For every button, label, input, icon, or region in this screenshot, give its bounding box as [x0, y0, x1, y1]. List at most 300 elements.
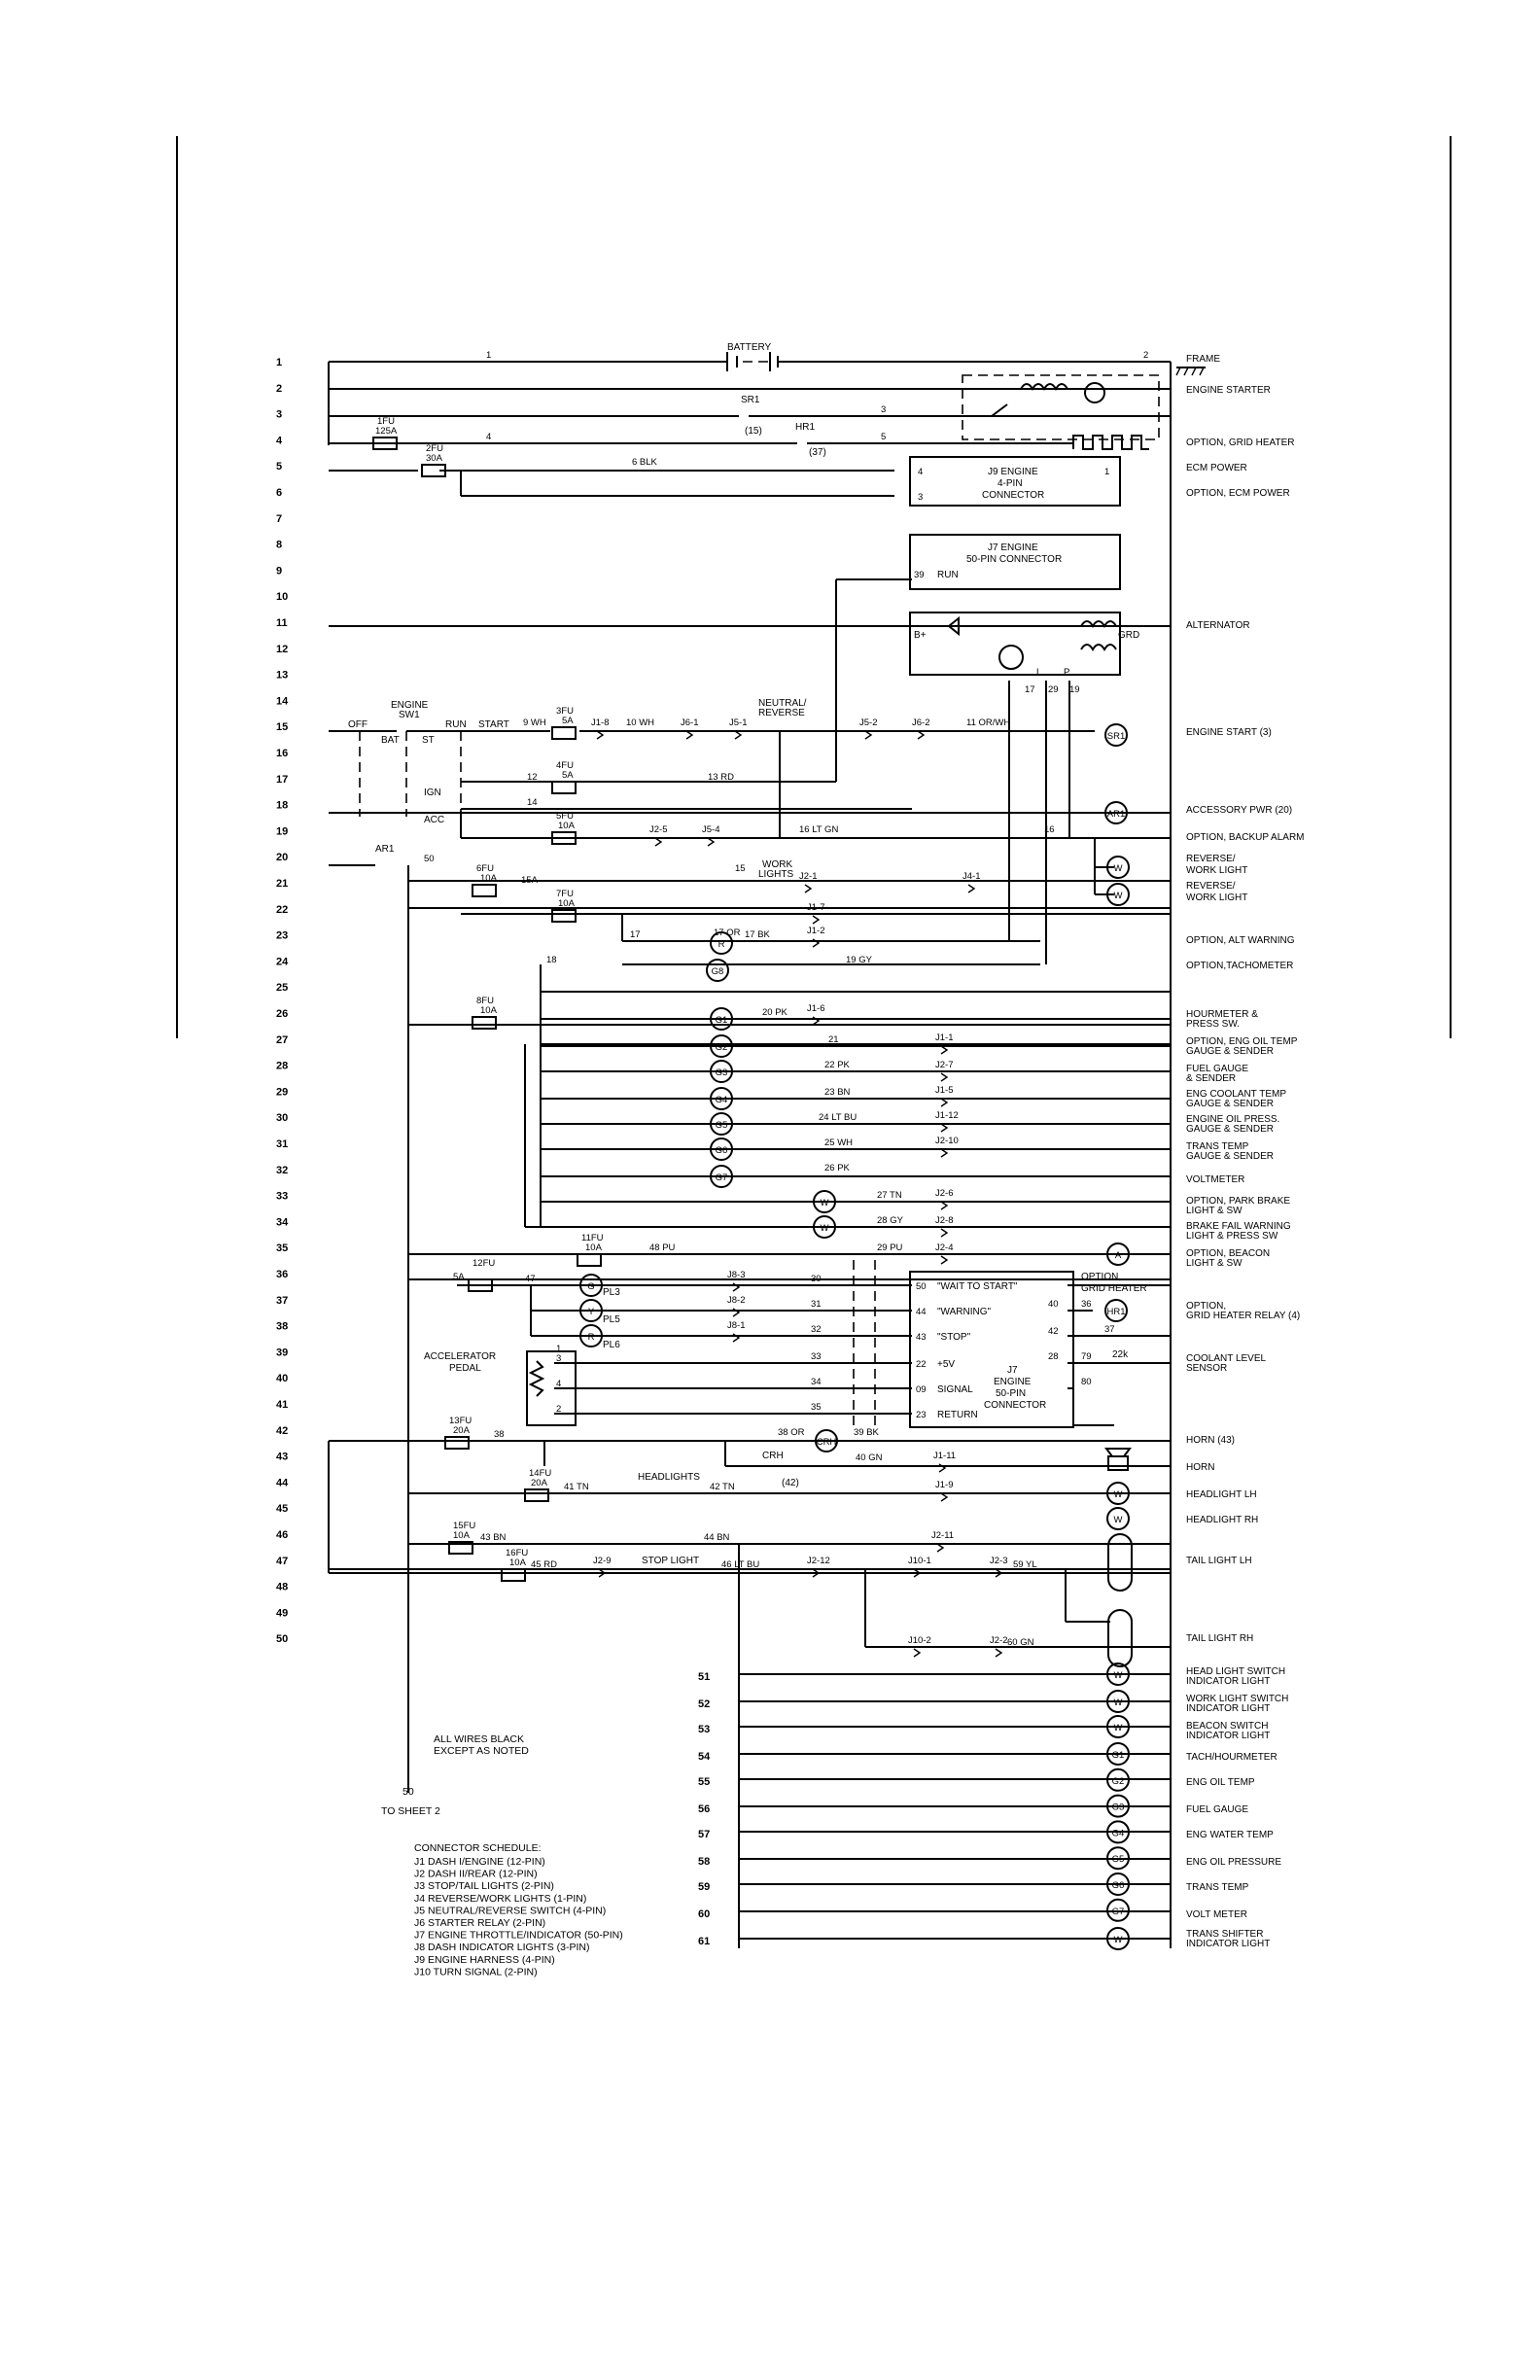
schedule-entry: J8 DASH INDICATOR LIGHTS (3-PIN) — [414, 1942, 590, 1954]
connector-label: J2-1 — [799, 871, 818, 882]
row-number: 38 — [276, 1320, 289, 1333]
wire-label: 47 — [525, 1274, 536, 1284]
signal-label: SIGNAL — [937, 1384, 973, 1395]
fuse-label: 1FU — [377, 416, 395, 427]
row-number: 52 — [698, 1698, 711, 1710]
relay-symbol-label: SR1 — [1106, 731, 1126, 742]
connector-symbol — [941, 1046, 947, 1054]
j7-line2: 50-PIN CONNECTOR — [966, 554, 1063, 565]
lamp-symbol-label: W — [1113, 1670, 1123, 1681]
wire-label: 16 LT GN — [799, 824, 839, 835]
to-sheet-label: TO SHEET 2 — [381, 1805, 440, 1817]
right-label: OPTION, ENG OIL TEMP — [1186, 1036, 1298, 1047]
headlights-label: HEADLIGHTS — [638, 1472, 700, 1483]
right-label: VOLT METER — [1186, 1909, 1247, 1920]
row-number: 48 — [276, 1581, 289, 1593]
right-label: ALTERNATOR — [1186, 620, 1250, 631]
row-number: 30 — [276, 1112, 289, 1125]
right-label: TRANS TEMP — [1186, 1141, 1249, 1152]
row-number: 45 — [276, 1503, 289, 1516]
fuse-symbol — [525, 1489, 548, 1501]
row-number: 49 — [276, 1607, 289, 1620]
row-number: 44 — [276, 1477, 289, 1489]
accel-label-1: ACCELERATOR — [424, 1351, 497, 1362]
row-number: 11 — [276, 617, 288, 629]
wire-label: 15 — [735, 863, 746, 874]
connector-label: J2-12 — [807, 1556, 830, 1566]
fuse-label: 3FU — [556, 706, 574, 717]
connector-symbol — [941, 1202, 947, 1209]
connector-label: J10-1 — [908, 1556, 931, 1566]
wire-label: 2 — [1143, 350, 1149, 361]
wire-label: 40 GN — [856, 1452, 883, 1463]
pin-label: 17 — [1025, 684, 1035, 695]
row-number: 29 — [276, 1086, 289, 1099]
wire-label: 42 TN — [710, 1482, 735, 1492]
row-number: 22 — [276, 903, 289, 916]
lamp-symbol-label: W — [1113, 1698, 1123, 1708]
right-label: FRAME — [1186, 354, 1220, 365]
schedule-entry: J2 DASH II/REAR (12-PIN) — [414, 1868, 538, 1880]
wire-label: 19 GY — [846, 955, 872, 965]
right-label: HOURMETER & — [1186, 1009, 1258, 1020]
right-label: ACCESSORY PWR (20) — [1186, 805, 1293, 816]
row-number: 24 — [276, 956, 289, 968]
grd-label: GRD — [1118, 630, 1140, 641]
fuse-symbol — [472, 885, 496, 896]
pin-label: 50 — [916, 1281, 927, 1292]
pin-label: L — [1036, 667, 1042, 678]
wire-label: 26 PK — [824, 1163, 850, 1173]
fuse-label: 10A — [558, 898, 575, 909]
connector-label: J2-8 — [935, 1215, 954, 1226]
connector-label: J5-4 — [702, 824, 720, 835]
schedule-entry: J1 DASH I/ENGINE (12-PIN) — [414, 1856, 545, 1868]
wire-label: 60 GN — [1007, 1637, 1034, 1648]
grid-heater-label-1: OPTION, — [1081, 1272, 1122, 1282]
fuse-label: 5FU — [556, 811, 574, 822]
fuse-label: 10A — [480, 873, 497, 884]
wire-label: 42 — [1048, 1326, 1059, 1337]
row-number: 60 — [698, 1908, 711, 1920]
right-label: REVERSE/ — [1186, 881, 1236, 892]
pin-label: 1 — [556, 1344, 562, 1354]
fuse-symbol — [552, 782, 576, 793]
wire-label: 40 — [1048, 1299, 1059, 1310]
fuse-label: 20A — [531, 1478, 547, 1488]
connector-label: J1-8 — [591, 718, 610, 728]
neutral-label-2: REVERSE — [758, 708, 805, 718]
wire-label: 17 OR — [714, 928, 741, 938]
wait-to-start-label: "WAIT TO START" — [937, 1281, 1018, 1292]
fuse-label: 16FU — [506, 1548, 529, 1558]
right-label: OPTION, — [1186, 1301, 1227, 1312]
relay-symbol-label: HR1 — [1106, 1307, 1126, 1317]
gauge-symbol-label: G5 — [715, 1120, 728, 1131]
accel-label-2: PEDAL — [449, 1363, 481, 1374]
row-number: 17 — [276, 773, 289, 786]
row-number: 1 — [276, 357, 283, 368]
right-label: GAUGE & SENDER — [1186, 1099, 1275, 1109]
connector-symbol — [918, 731, 924, 739]
fuse-symbol — [552, 910, 576, 922]
connector-label: J4-1 — [962, 871, 981, 882]
j7-line1: J7 ENGINE — [988, 542, 1038, 553]
lamp-symbol-label: R — [718, 939, 725, 950]
right-label: OPTION, ALT WARNING — [1186, 935, 1295, 946]
wire-label: 22 PK — [824, 1060, 850, 1070]
fuse-label: 10A — [558, 821, 575, 831]
fuse-label: 2FU — [426, 443, 443, 454]
schedule-entry: J5 NEUTRAL/REVERSE SWITCH (4-PIN) — [414, 1905, 607, 1917]
bus-lines — [329, 362, 1171, 1948]
gauge-symbol-label: G2 — [715, 1042, 728, 1053]
right-label: TAIL LIGHT RH — [1186, 1633, 1254, 1644]
wire-label: 43 BN — [480, 1532, 507, 1543]
wire-label: 1 — [486, 350, 492, 361]
pin-label: 09 — [916, 1384, 927, 1395]
lamp-symbol-label: W — [1113, 891, 1123, 901]
row-number: 47 — [276, 1555, 289, 1567]
right-label: HEADLIGHT RH — [1186, 1515, 1259, 1525]
connector-symbol — [941, 1229, 947, 1237]
right-label: REVERSE/ — [1186, 854, 1236, 864]
row-number: 33 — [276, 1190, 289, 1203]
connector-label: J1-9 — [935, 1480, 954, 1490]
lamp-symbol-label: G — [587, 1281, 595, 1292]
row-number: 27 — [276, 1033, 289, 1046]
right-label: OPTION, BACKUP ALARM — [1186, 832, 1305, 843]
wire-label: 33 — [811, 1351, 822, 1362]
connector-label: J8-2 — [727, 1295, 746, 1306]
fuse-label: 30A — [426, 453, 442, 464]
wire-label: 15A — [521, 875, 538, 886]
right-label: GAUGE & SENDER — [1186, 1124, 1275, 1135]
row-number: 23 — [276, 929, 289, 942]
connector-label: J2-3 — [990, 1556, 1008, 1566]
gauge-symbol-label: G1 — [1111, 1750, 1125, 1761]
connector-symbol — [937, 1544, 943, 1552]
connector-label: J2-7 — [935, 1060, 954, 1070]
connector-label: J1-1 — [935, 1032, 954, 1043]
row-number: 21 — [276, 878, 289, 890]
connector-label: J6-1 — [681, 718, 699, 728]
row-number: 20 — [276, 852, 289, 864]
sr1-label: SR1 — [741, 395, 760, 405]
wire-label: 11 OR/WH — [966, 718, 1011, 728]
wire-label: 45 RD — [531, 1559, 557, 1570]
row-number: 6 — [276, 487, 283, 499]
connector-label: J2-9 — [593, 1556, 612, 1566]
right-label: ENG COOLANT TEMP — [1186, 1089, 1286, 1100]
connector-schedule — [414, 1856, 623, 1978]
pin-label: 23 — [916, 1410, 927, 1420]
right-label: FUEL GAUGE — [1186, 1804, 1249, 1815]
pin-label: 2 — [556, 1404, 562, 1415]
fuse-symbol — [552, 727, 576, 739]
connector-symbol — [805, 885, 811, 892]
row-number: 13 — [276, 669, 289, 682]
pin-label: 44 — [916, 1307, 927, 1317]
tail-light-lh-lamp — [1108, 1534, 1132, 1591]
wire-label: 24 LT BU — [819, 1112, 858, 1123]
lamp-symbol-label: A — [1114, 1250, 1122, 1261]
right-label: ENG OIL TEMP — [1186, 1777, 1255, 1788]
right-label: HORN — [1186, 1462, 1215, 1473]
gauge-symbol-label: G4 — [715, 1095, 728, 1105]
fuse-symbol — [502, 1569, 525, 1581]
notes-block — [381, 1733, 542, 1854]
wire-label: 29 PU — [877, 1242, 903, 1253]
lamp-symbol-label: W — [1113, 1935, 1123, 1945]
pin-label: 4 — [918, 467, 924, 477]
gauge-symbol-label: G2 — [1111, 1775, 1125, 1787]
row-number: 19 — [276, 825, 289, 838]
pin-label: 29 — [1048, 684, 1059, 695]
wire-label: 38 — [494, 1429, 505, 1440]
row-number: 31 — [276, 1138, 289, 1150]
connector-symbol — [996, 1649, 1001, 1657]
wire-label: 59 YL — [1013, 1559, 1037, 1570]
right-label: TAIL LIGHT LH — [1186, 1556, 1252, 1566]
row-number: 55 — [698, 1776, 711, 1788]
to-sheet-number: 50 — [402, 1786, 414, 1798]
row-number: 56 — [698, 1803, 711, 1815]
right-label: ENGINE START (3) — [1186, 727, 1272, 738]
gauge-symbol-label: G7 — [715, 1172, 728, 1183]
connector-label: J1-12 — [935, 1110, 959, 1121]
connector-label: J2-2 — [990, 1635, 1008, 1646]
connector-label: J2-4 — [935, 1242, 954, 1253]
lamp-symbol-label: W — [820, 1198, 829, 1208]
wire-label: 28 — [1048, 1351, 1059, 1362]
wire-label: 46 LT BU — [721, 1559, 760, 1570]
fuse-label: 15FU — [453, 1521, 476, 1531]
warning-label: "WARNING" — [937, 1307, 992, 1317]
right-label: ECM POWER — [1186, 463, 1247, 473]
ign-label: IGN — [424, 788, 441, 798]
schedule-entry: J7 ENGINE THROTTLE/INDICATOR (50-PIN) — [414, 1929, 623, 1942]
connector-symbol — [941, 1493, 947, 1501]
fuse-label: 5A — [453, 1272, 465, 1282]
connector-symbol — [941, 1073, 947, 1081]
run-label: RUN — [445, 719, 467, 730]
fuse-label: 7FU — [556, 889, 574, 899]
right-label: OPTION, GRID HEATER — [1186, 438, 1295, 448]
right-label: INDICATOR LIGHT — [1186, 1676, 1271, 1687]
connector-label: J1-7 — [807, 902, 825, 913]
relay-symbol-label: CRH — [816, 1437, 837, 1448]
connector-label: J2-5 — [649, 824, 668, 835]
pl3-label: PL3 — [603, 1287, 620, 1298]
right-label: HORN (43) — [1186, 1435, 1236, 1446]
fuse-label: 10A — [453, 1530, 470, 1541]
fuse-label: 6FU — [476, 863, 494, 874]
row-number: 34 — [276, 1216, 289, 1229]
connector-symbol — [813, 916, 819, 924]
right-label: COOLANT LEVEL — [1186, 1353, 1267, 1364]
right-label: INDICATOR LIGHT — [1186, 1703, 1271, 1714]
gauge-symbol-label: G8 — [711, 966, 724, 977]
connector-label: J10-2 — [908, 1635, 931, 1646]
connector-symbol — [941, 1099, 947, 1106]
stop-label: "STOP" — [937, 1332, 971, 1343]
row-number: 10 — [276, 591, 289, 604]
row-number: 7 — [276, 512, 283, 525]
right-label: OPTION, PARK BRAKE — [1186, 1196, 1291, 1207]
connector-label: J8-3 — [727, 1270, 746, 1280]
alternator-box — [910, 612, 1120, 675]
fuse-label: 5A — [562, 770, 574, 781]
right-label: BEACON SWITCH — [1186, 1721, 1269, 1732]
right-label: OPTION,TACHOMETER — [1186, 961, 1294, 971]
hr1-label: HR1 — [795, 422, 816, 433]
stop-light-label: STOP LIGHT — [642, 1556, 700, 1566]
return-label: RETURN — [937, 1410, 978, 1420]
row-number: 58 — [698, 1856, 711, 1868]
connector-label: J1-6 — [807, 1003, 825, 1014]
right-label: PRESS SW. — [1186, 1019, 1241, 1030]
right-label: OPTION, ECM POWER — [1186, 488, 1290, 499]
gauge-symbol-label: G7 — [1111, 1906, 1125, 1917]
j7b-line2: ENGINE — [994, 1377, 1032, 1387]
pl5-label: PL5 — [603, 1314, 620, 1325]
wire-label: 32 — [811, 1324, 822, 1335]
connector-symbol — [968, 885, 974, 892]
off-label: OFF — [348, 719, 368, 730]
j9-line3: CONNECTOR — [982, 490, 1045, 501]
engine-sw-label-1: ENGINE — [391, 700, 429, 711]
right-label: WORK LIGHT — [1186, 865, 1248, 876]
schedule-entry: J9 ENGINE HARNESS (4-PIN) — [414, 1953, 555, 1966]
row-number: 15 — [276, 721, 289, 734]
fuse-symbol — [445, 1437, 469, 1449]
row-number: 59 — [698, 1881, 711, 1893]
row-number: 54 — [698, 1751, 711, 1763]
row-number: 39 — [276, 1347, 289, 1359]
right-label: ENG OIL PRESSURE — [1186, 1857, 1281, 1868]
row-number: 2 — [276, 382, 283, 395]
b-plus-label: B+ — [914, 630, 927, 641]
right-label: GRID HEATER RELAY (4) — [1186, 1311, 1301, 1321]
gauge-symbol-label: G3 — [715, 1068, 728, 1078]
right-component-labels — [1186, 354, 1305, 1949]
right-label: LIGHT & SW — [1186, 1206, 1242, 1216]
right-label: LIGHT & PRESS SW — [1186, 1231, 1278, 1242]
wire-label: 39 BK — [854, 1427, 879, 1438]
sr1-ref: (15) — [745, 426, 762, 437]
pin-label: P — [1064, 667, 1070, 678]
crh-label: CRH — [762, 1451, 784, 1461]
row-number: 42 — [276, 1424, 289, 1437]
row-number: 14 — [276, 695, 289, 708]
pl6-label: PL6 — [603, 1340, 620, 1350]
row-numbers — [276, 357, 289, 1645]
schedule-title: CONNECTOR SCHEDULE: — [414, 1842, 542, 1854]
schedule-entry: J4 REVERSE/WORK LIGHTS (1-PIN) — [414, 1892, 587, 1905]
right-label: & SENDER — [1186, 1073, 1237, 1084]
j9-line2: 4-PIN — [998, 478, 1023, 489]
wire-label: 17 BK — [745, 929, 770, 940]
fuse-label: 4FU — [556, 760, 574, 771]
connector-symbol — [655, 838, 661, 846]
row-number: 25 — [276, 982, 289, 995]
fuse-symbol — [472, 1017, 496, 1029]
fuse-label: 14FU — [529, 1468, 552, 1479]
schedule-entry: J6 STARTER RELAY (2-PIN) — [414, 1917, 546, 1929]
lamp-symbol-label: W — [1113, 1723, 1123, 1733]
right-label: HEAD LIGHT SWITCH — [1186, 1666, 1286, 1677]
st-label: ST — [422, 735, 435, 746]
wire-label: 18 — [546, 955, 557, 965]
grid-heater-label-2: GRID HEATER — [1081, 1283, 1147, 1294]
j7b-line1: J7 — [1007, 1365, 1018, 1376]
tail-light-rh-lamp — [1108, 1610, 1132, 1666]
pin-label: 1 — [1104, 467, 1110, 477]
plus5v-label: +5V — [937, 1359, 956, 1370]
right-label: ENGINE OIL PRESS. — [1186, 1114, 1280, 1125]
lamp-symbol-label: R — [587, 1332, 595, 1343]
gauge-symbol-label: G5 — [1111, 1854, 1125, 1866]
row-number: 35 — [276, 1242, 289, 1255]
frame-ground-symbol — [1176, 368, 1206, 375]
lamp-symbol-label: Y — [587, 1307, 595, 1317]
right-label: ENG WATER TEMP — [1186, 1830, 1274, 1840]
j7-run-label: RUN — [937, 570, 959, 580]
wire-label: 9 WH — [523, 718, 546, 728]
pin-label: 3 — [918, 492, 924, 503]
j9-line1: J9 ENGINE — [988, 467, 1038, 477]
row-number: 8 — [276, 539, 283, 551]
pin-label: 3 — [556, 1353, 562, 1364]
fuse-label: 10A — [585, 1242, 602, 1253]
connector-symbol — [708, 838, 714, 846]
connector-symbol — [686, 731, 692, 739]
right-label: TACH/HOURMETER — [1186, 1752, 1278, 1763]
connector-symbol — [914, 1649, 920, 1657]
wire-label: 38 OR — [778, 1427, 805, 1438]
engine-sw-label-2: SW1 — [399, 710, 420, 720]
right-label: SENSOR — [1186, 1363, 1228, 1374]
start-label: START — [478, 719, 509, 730]
row-number: 16 — [276, 748, 289, 759]
wire-label: 34 — [811, 1377, 822, 1387]
fuse-label: 10A — [480, 1005, 497, 1016]
schedule-entry: J10 TURN SIGNAL (2-PIN) — [414, 1966, 538, 1978]
wire-label: 16 — [1044, 824, 1055, 835]
right-label: GAUGE & SENDER — [1186, 1151, 1275, 1162]
wire-label: 79 — [1081, 1351, 1092, 1362]
battery-label: BATTERY — [727, 342, 772, 353]
wire-label: 21 — [828, 1034, 839, 1045]
lamp-symbol-label: W — [1113, 1515, 1123, 1525]
j7b-line3: 50-PIN — [996, 1388, 1027, 1399]
pin-label: 39 — [914, 570, 925, 580]
row-number: 5 — [276, 461, 283, 473]
row-number: 61 — [698, 1936, 711, 1947]
gauge-symbol-label: G6 — [1111, 1880, 1125, 1891]
row-number: 12 — [276, 643, 289, 655]
wire-label: 20 PK — [762, 1007, 788, 1018]
wire-labels — [424, 350, 1148, 1648]
connector-symbol — [941, 1149, 947, 1157]
pin-label: 43 — [916, 1332, 927, 1343]
row-number: 41 — [276, 1399, 289, 1411]
fuse-symbol — [578, 1254, 601, 1266]
wire-label: 50 — [424, 854, 435, 864]
connector-symbol — [941, 1124, 947, 1132]
wire-label: 35 — [811, 1402, 822, 1413]
